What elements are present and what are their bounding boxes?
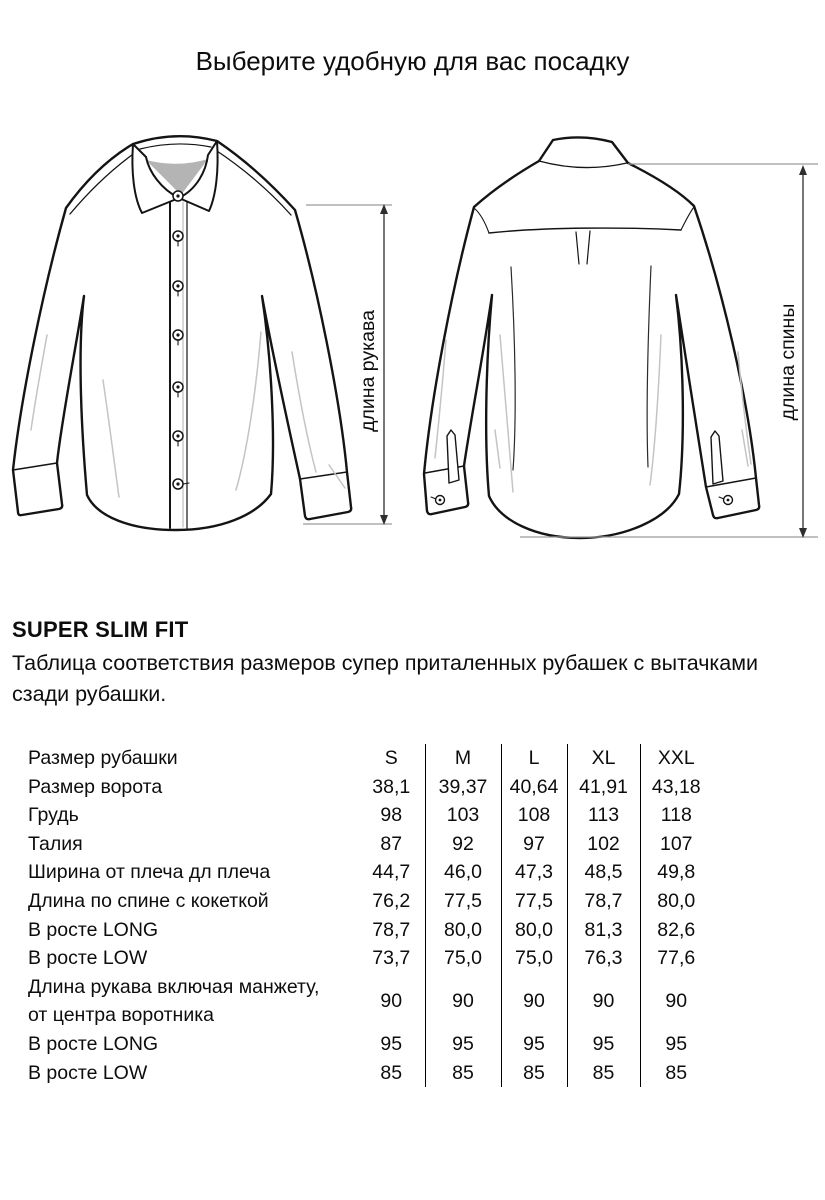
cell-value: 39,37 [425, 773, 501, 802]
cell-value: 78,7 [372, 918, 411, 941]
cell-value: 77,5 [501, 887, 567, 916]
column-header: XXL [640, 744, 712, 773]
cell-value: 87 [380, 832, 403, 855]
front-shirt-drawing [13, 136, 351, 530]
cell-value: 85 [567, 1059, 640, 1088]
cell-value: 95 [380, 1032, 403, 1055]
table-row [28, 887, 712, 916]
cell-value: 77,5 [425, 887, 501, 916]
cell-value: 38,1 [372, 775, 411, 798]
cell-value: 107 [640, 830, 712, 859]
table-header-row [28, 744, 712, 773]
section-description: Таблица соответствия размеров супер приталенных рубашек с вытачками сзади рубашки. [12, 651, 759, 706]
row-label: В росте LONG [28, 918, 159, 941]
cell-value: 95 [640, 1030, 712, 1059]
cell-value: 98 [380, 804, 403, 827]
row-label: Талия [28, 832, 83, 855]
cell-value: 102 [567, 830, 640, 859]
cell-value: 108 [501, 801, 567, 830]
cell-value: 76,3 [567, 944, 640, 973]
row-label: Длина рукава включая манжету, от центра воротника [28, 975, 320, 1027]
cell-value: 44,7 [372, 861, 411, 884]
cell-value: 113 [567, 801, 640, 830]
cell-value: 97 [501, 830, 567, 859]
table-row [28, 830, 712, 859]
row-label: Длина по спине с кокеткой [28, 889, 269, 912]
cell-value: 85 [425, 1059, 501, 1088]
table-row [28, 773, 712, 802]
cell-value: 47,3 [501, 858, 567, 887]
cell-value: 76,2 [372, 889, 411, 912]
row-label: В росте LOW [28, 947, 148, 970]
cell-value: 85 [501, 1059, 567, 1088]
cell-value: 43,18 [640, 773, 712, 802]
column-header: L [501, 744, 567, 773]
cell-value: 90 [501, 973, 567, 1030]
cell-value: 85 [640, 1059, 712, 1088]
row-label: Грудь [28, 804, 79, 827]
cell-value: 81,3 [567, 916, 640, 945]
cell-value: 80,0 [501, 916, 567, 945]
size-table-body [28, 744, 712, 1087]
size-table [28, 744, 712, 1087]
table-row [28, 1030, 712, 1059]
cell-value: 80,0 [640, 887, 712, 916]
row-label: В росте LOW [28, 1061, 148, 1084]
cell-value: 90 [425, 973, 501, 1030]
cell-value: 49,8 [640, 858, 712, 887]
row-label: Ширина от плеча дл плеча [28, 861, 271, 884]
cell-value: 95 [425, 1030, 501, 1059]
table-row [28, 1059, 712, 1088]
cell-value: 82,6 [640, 916, 712, 945]
column-header: XL [567, 744, 640, 773]
table-row [28, 916, 712, 945]
cell-value: 90 [380, 990, 403, 1013]
row-label: В росте LONG [28, 1032, 159, 1055]
cell-value: 46,0 [425, 858, 501, 887]
back-shirt-body [424, 137, 759, 538]
back-length-label: длина спины [777, 303, 799, 421]
cell-value: 41,91 [567, 773, 640, 802]
table-row [28, 973, 712, 1030]
back-shirt-drawing [424, 137, 759, 538]
cell-value: 103 [425, 801, 501, 830]
cell-value: 80,0 [425, 916, 501, 945]
cell-value: 92 [425, 830, 501, 859]
table-header-label: Размер рубашки [28, 747, 178, 769]
column-header: M [425, 744, 501, 773]
table-row [28, 944, 712, 973]
section-heading: SUPER SLIM FIT [12, 617, 189, 642]
sleeve-length-label: длина рукава [357, 310, 379, 432]
table-row [28, 858, 712, 887]
cell-value: 75,0 [425, 944, 501, 973]
cell-value: 40,64 [501, 773, 567, 802]
cell-value: 85 [380, 1061, 403, 1084]
row-label: Размер ворота [28, 775, 163, 798]
table-row [28, 801, 712, 830]
cell-value: 95 [501, 1030, 567, 1059]
cell-value: 78,7 [567, 887, 640, 916]
cell-value: 90 [640, 973, 712, 1030]
cell-value: 73,7 [372, 947, 411, 970]
cell-value: 48,5 [567, 858, 640, 887]
cell-value: 95 [567, 1030, 640, 1059]
cell-value: 90 [567, 973, 640, 1030]
column-header: S [384, 747, 398, 769]
cell-value: 77,6 [640, 944, 712, 973]
cell-value: 75,0 [501, 944, 567, 973]
page-title: Выберите удобную для вас посадку [195, 46, 630, 76]
cell-value: 118 [640, 801, 712, 830]
